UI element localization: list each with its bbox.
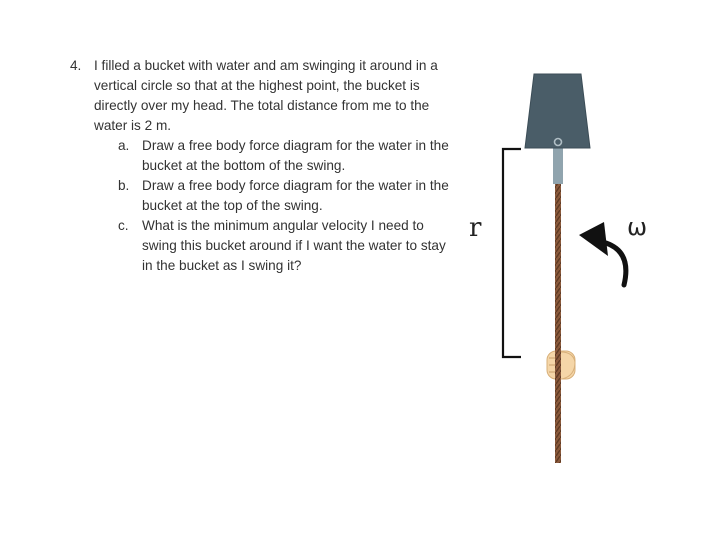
part-letter: b. bbox=[118, 178, 130, 193]
problem-statement: I filled a bucket with water and am swinging it around in a vertical circle so that at the highest point, the bucket is directly over my head. The total distance from me to the water is 2 m. bbox=[94, 58, 438, 133]
problem-number: 4. bbox=[70, 58, 82, 73]
curved-arrow-icon bbox=[579, 222, 626, 285]
part-text: What is the minimum angular velocity I need to swing this bucket around if I want the water to stay in the bucket as I swing it? bbox=[142, 218, 446, 273]
part-letter: c. bbox=[118, 218, 129, 233]
bucket bbox=[525, 74, 590, 148]
part-letter: a. bbox=[118, 138, 130, 153]
part-text: Draw a free body force diagram for the water in the bucket at the bottom of the swing. bbox=[142, 138, 449, 173]
bucket-handle bbox=[553, 148, 563, 184]
angular-velocity-label: ω bbox=[627, 213, 648, 241]
radius-label: r bbox=[469, 213, 482, 243]
rope bbox=[555, 182, 561, 463]
radius-bracket bbox=[503, 149, 521, 357]
part-text: Draw a free body force diagram for the water in the bucket at the top of the swing. bbox=[142, 178, 449, 213]
hand-icon bbox=[547, 345, 575, 385]
